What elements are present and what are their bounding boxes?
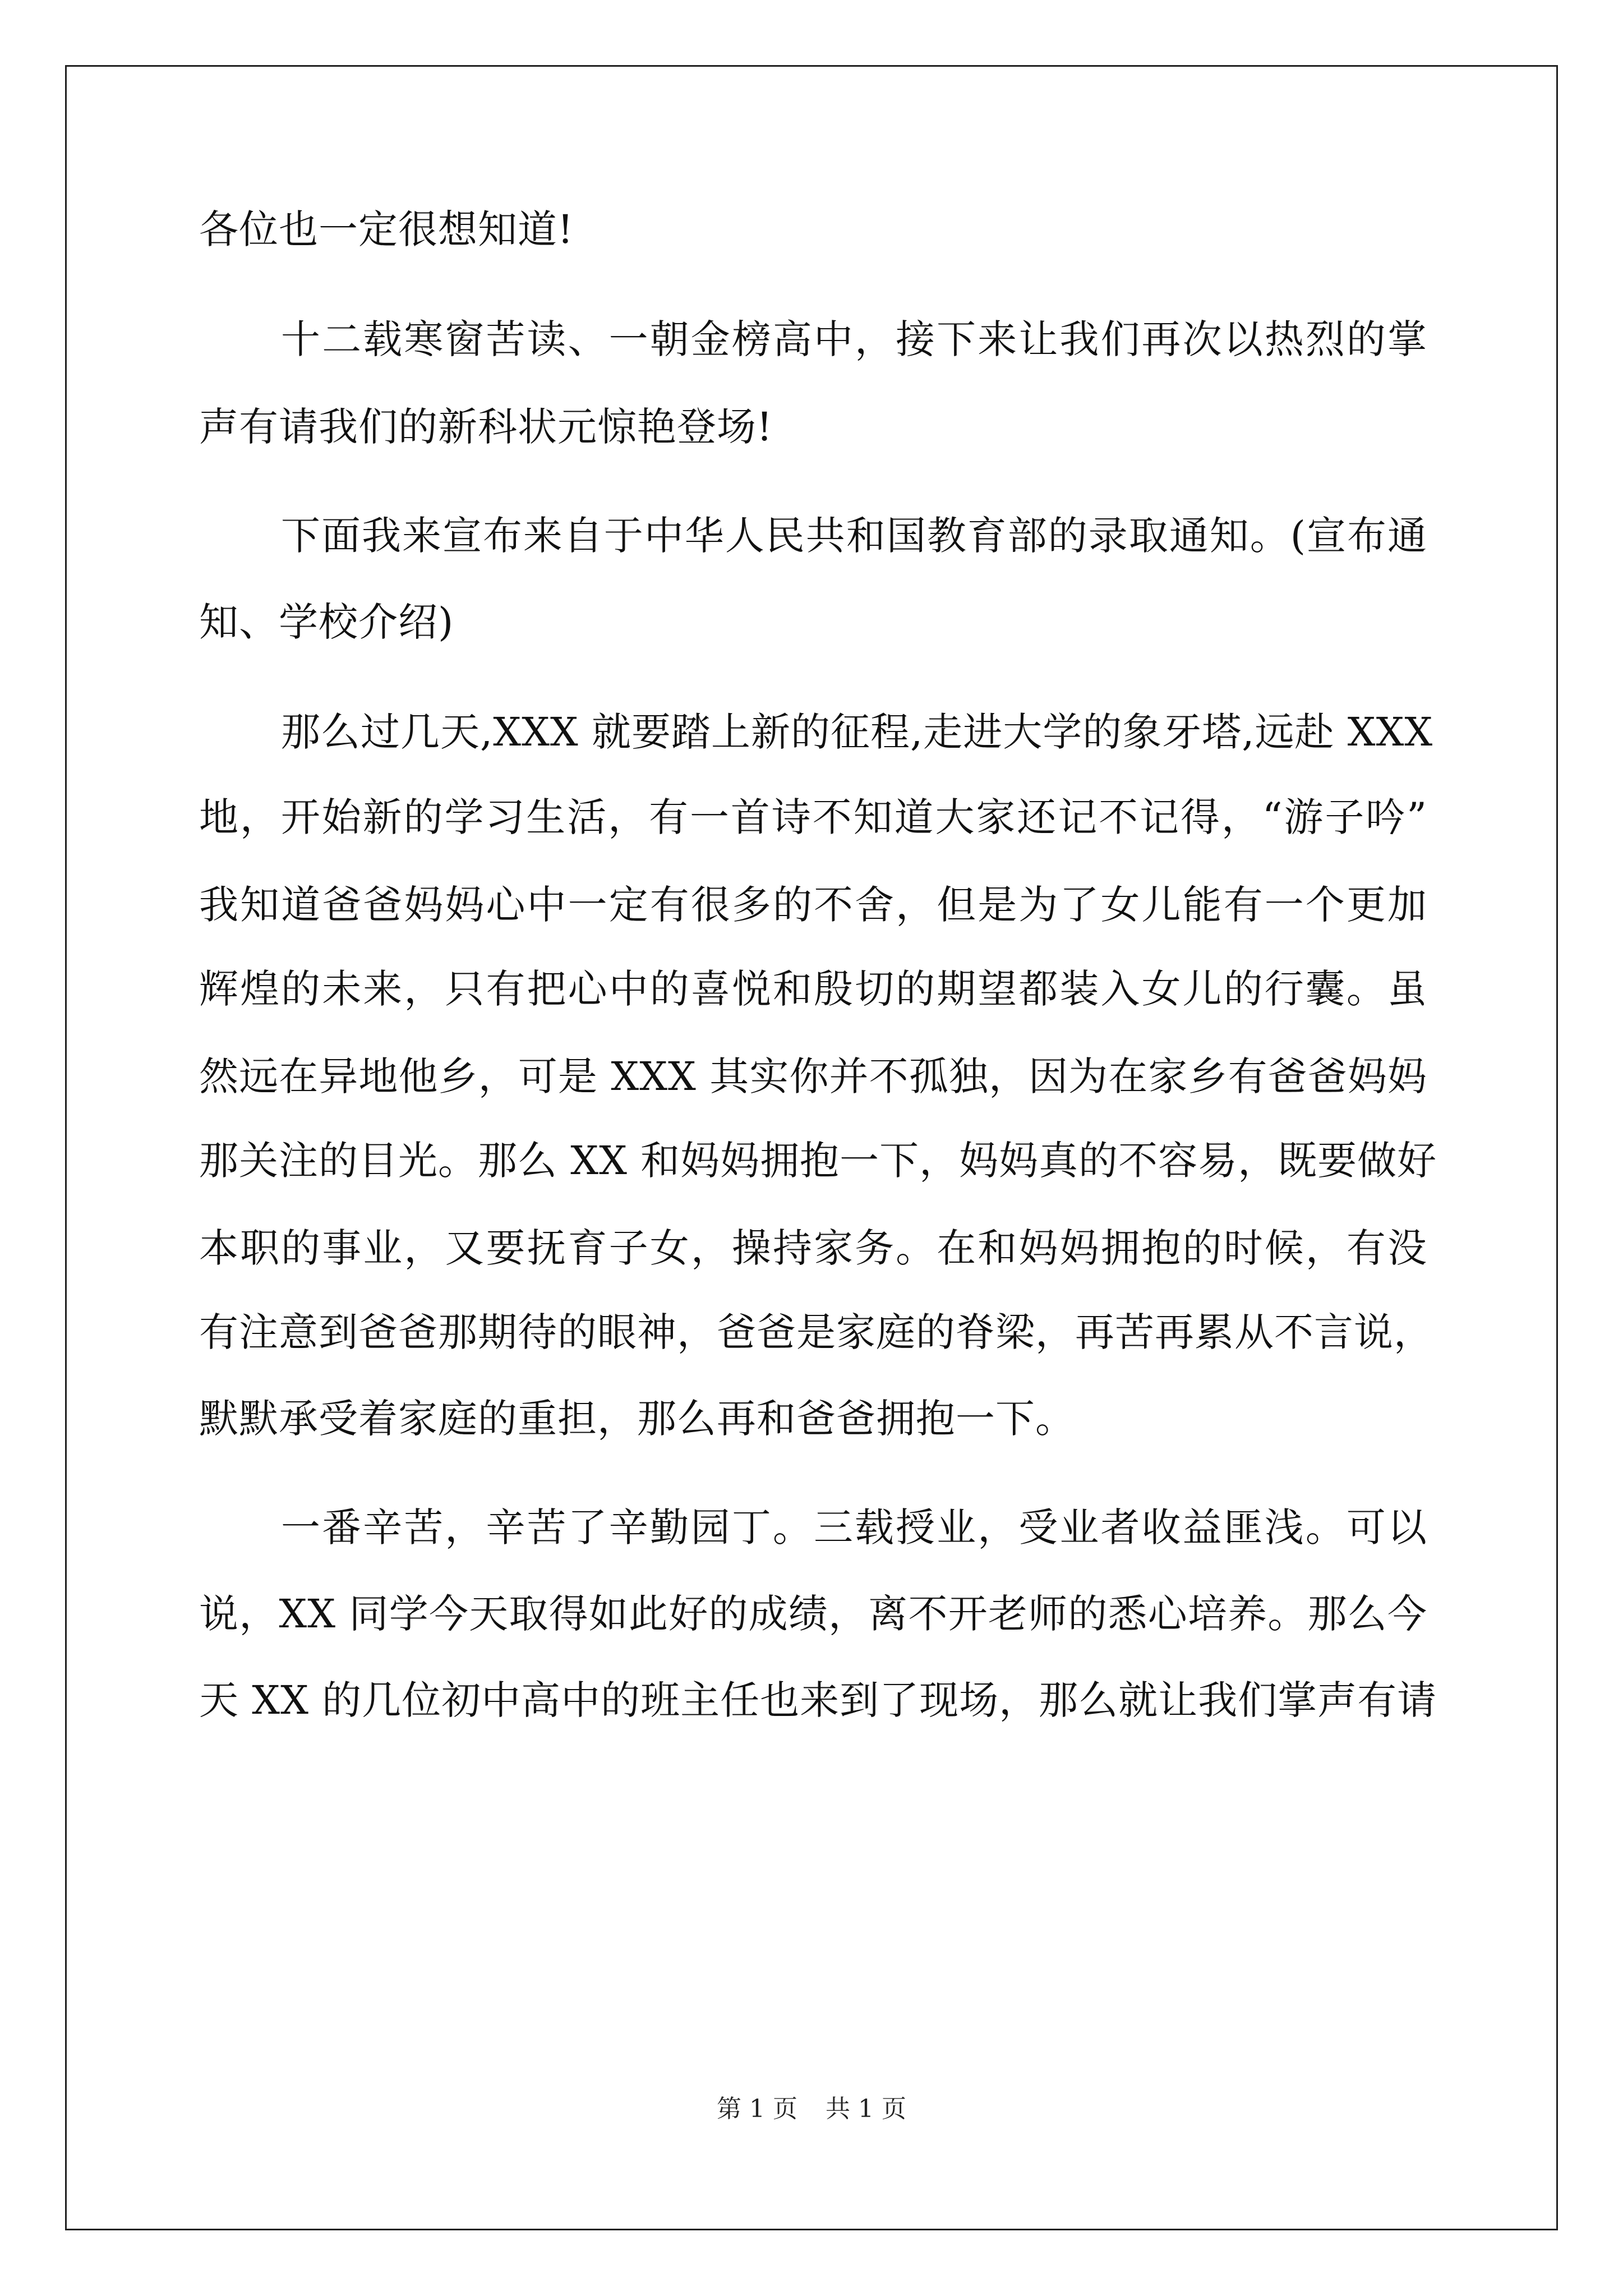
text-line: 天 XX 的几位初中高中的班主任也来到了现场，那么就让我们掌声有请 xyxy=(199,1677,1437,1723)
text-line: 知、学校介绍) xyxy=(199,599,454,645)
text-line: 声有请我们的新科状元惊艳登场! xyxy=(199,404,773,450)
text-line: 然远在异地他乡，可是 XXX 其实你并不孤独，因为在家乡有爸爸妈妈 xyxy=(199,1053,1427,1099)
paragraph-first-line: 一番辛苦，辛苦了辛勤园丁。三载授业，受业者收益匪浅。可以 xyxy=(281,1504,1427,1550)
page-number: 第 1 页 xyxy=(717,2095,797,2123)
paragraph-first-line: 十二载寒窗苦读、一朝金榜高中，接下来让我们再次以热烈的掌 xyxy=(281,316,1427,362)
paragraph-first-line: 那么过几天,XXX 就要踏上新的征程,走进大学的象牙塔,远赴 XXX xyxy=(281,709,1433,755)
text-line: 各位也一定很想知道! xyxy=(199,206,574,252)
text-line: 那关注的目光。那么 XX 和妈妈拥抱一下，妈妈真的不容易，既要做好 xyxy=(199,1138,1437,1184)
paragraph-first-line: 下面我来宣布来自于中华人民共和国教育部的录取通知。(宣布通 xyxy=(281,513,1427,559)
text-line: 我知道爸爸妈妈心中一定有很多的不舍，但是为了女儿能有一个更加 xyxy=(199,882,1427,928)
text-line: 本职的事业，又要抚育子女，操持家务。在和妈妈拥抱的时候，有没 xyxy=(199,1225,1427,1271)
text-line: 有注意到爸爸那期待的眼神，爸爸是家庭的脊梁，再苦再累从不言说， xyxy=(199,1309,1433,1355)
page-footer xyxy=(0,2092,1623,2126)
text-line: 默默承受着家庭的重担，那么再和爸爸拥抱一下。 xyxy=(199,1396,1075,1442)
text-line: 说，XX 同学今天取得如此好的成绩，离不开老师的悉心培养。那么今 xyxy=(199,1591,1427,1637)
text-line: 地，开始新的学习生活，有一首诗不知道大家还记不记得，“游子吟” xyxy=(199,794,1427,840)
page-total: 共 1 页 xyxy=(826,2095,906,2123)
text-line: 辉煌的未来，只有把心中的喜悦和殷切的期望都装入女儿的行囊。虽 xyxy=(199,966,1427,1012)
